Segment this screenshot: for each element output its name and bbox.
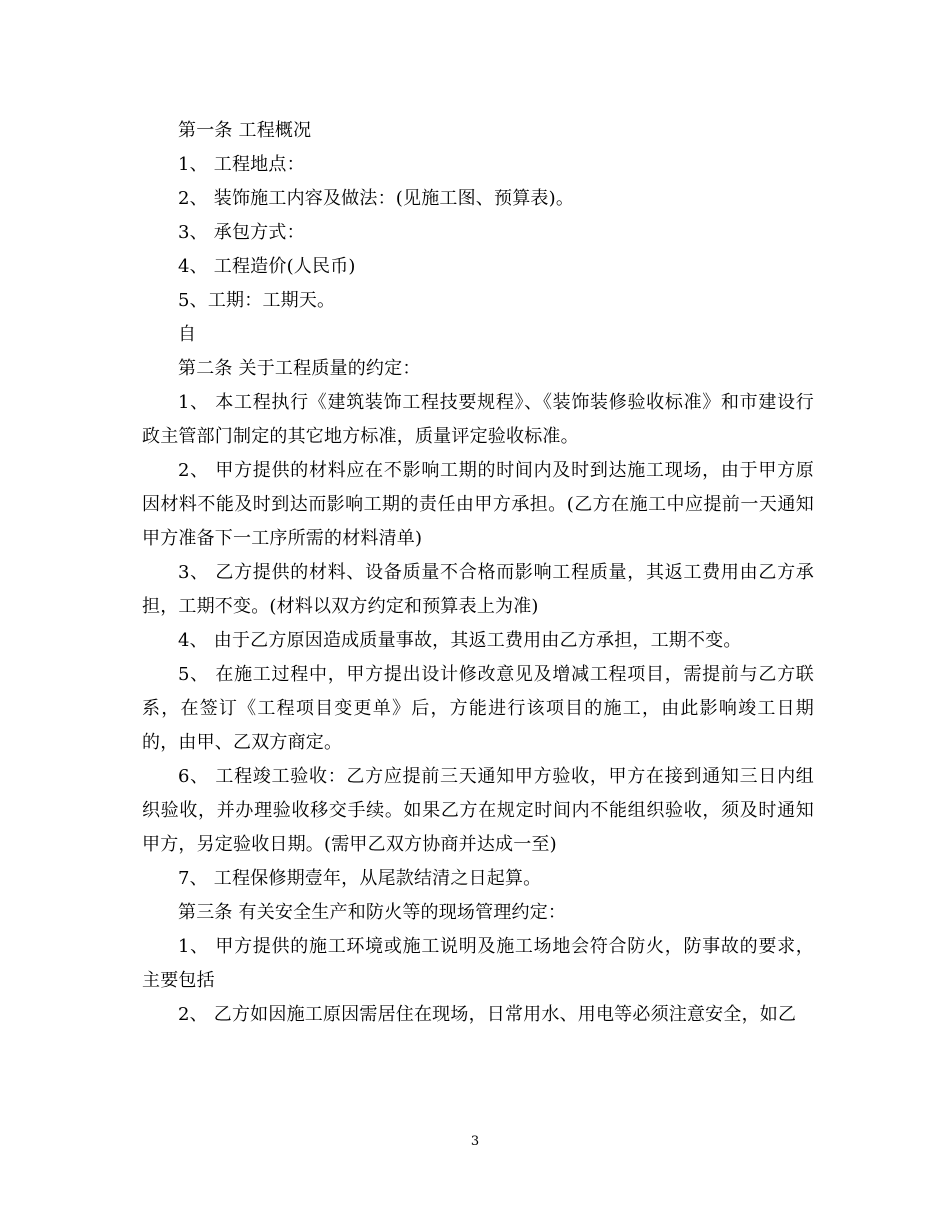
paragraph-onsite-living: 2、 乙方如因施工原因需居住在现场，日常用水、用电等必须注意安全，如乙	[178, 1004, 797, 1025]
paragraph-quality-accident: 4、 由于乙方原因造成质量事故，其返工费用由乙方承担，工期不变。	[178, 630, 742, 651]
paragraph-party-b-materials: 3、 乙方提供的材料、设备质量不合格而影响工程质量，其返工费用由乙方承担，工期不变。(材料以双方约定和预算表上为准)	[142, 562, 814, 617]
paragraph-fire-safety: 1、 甲方提供的施工环境或施工说明及施工场地会符合防火，防事故的要求，主要包括	[142, 936, 814, 991]
article-3-heading: 第三条 有关安全生产和防火等的现场管理约定：	[178, 902, 567, 923]
paragraph-party-a-materials: 2、 甲方提供的材料应在不影响工期的时间内及时到达施工现场，由于甲方原因材料不能及时到达而影响工期的责任由甲方承担。(乙方在施工中应提前一天通知甲方准备下一工序所需的材料清单)	[142, 460, 814, 549]
paragraph-fragment: 自	[178, 324, 197, 345]
document-body	[142, 114, 814, 1032]
paragraph-quality-standards: 1、 本工程执行《建筑装饰工程技要规程》、《装饰装修验收标准》和市建设行政主管部门制定的其它地方标准，质量评定验收标准。	[142, 392, 814, 447]
paragraph-project-cost: 4、 工程造价(人民币)	[178, 256, 356, 277]
paragraph-construction-content: 2、 装饰施工内容及做法：(见施工图、预算表)。	[178, 188, 575, 209]
paragraph-completion-acceptance: 6、 工程竣工验收：乙方应提前三天通知甲方验收，甲方在接到通知三日内组织验收，并办理验收移交手续。如果乙方在规定时间内不能组织验收，须及时通知甲方，另定验收日期。(需甲乙双方协商并达成一至)	[142, 766, 814, 855]
paragraph-warranty: 7、 工程保修期壹年，从尾款结清之日起算。	[178, 868, 542, 889]
paragraph-design-changes: 5、 在施工过程中，甲方提出设计修改意见及增减工程项目，需提前与乙方联系，在签订《工程项目变更单》后，方能进行该项目的施工，由此影响竣工日期的，由甲、乙双方商定。	[142, 664, 814, 753]
article-1-heading: 第一条 工程概况	[178, 120, 312, 141]
paragraph-project-location: 1、 工程地点：	[178, 154, 305, 175]
paragraph-contract-method: 3、 承包方式：	[178, 222, 305, 243]
article-2-heading: 第二条 关于工程质量的约定：	[178, 358, 421, 379]
paragraph-duration: 5、工期：工期天。	[178, 290, 336, 311]
page-number: 3	[470, 1134, 480, 1149]
